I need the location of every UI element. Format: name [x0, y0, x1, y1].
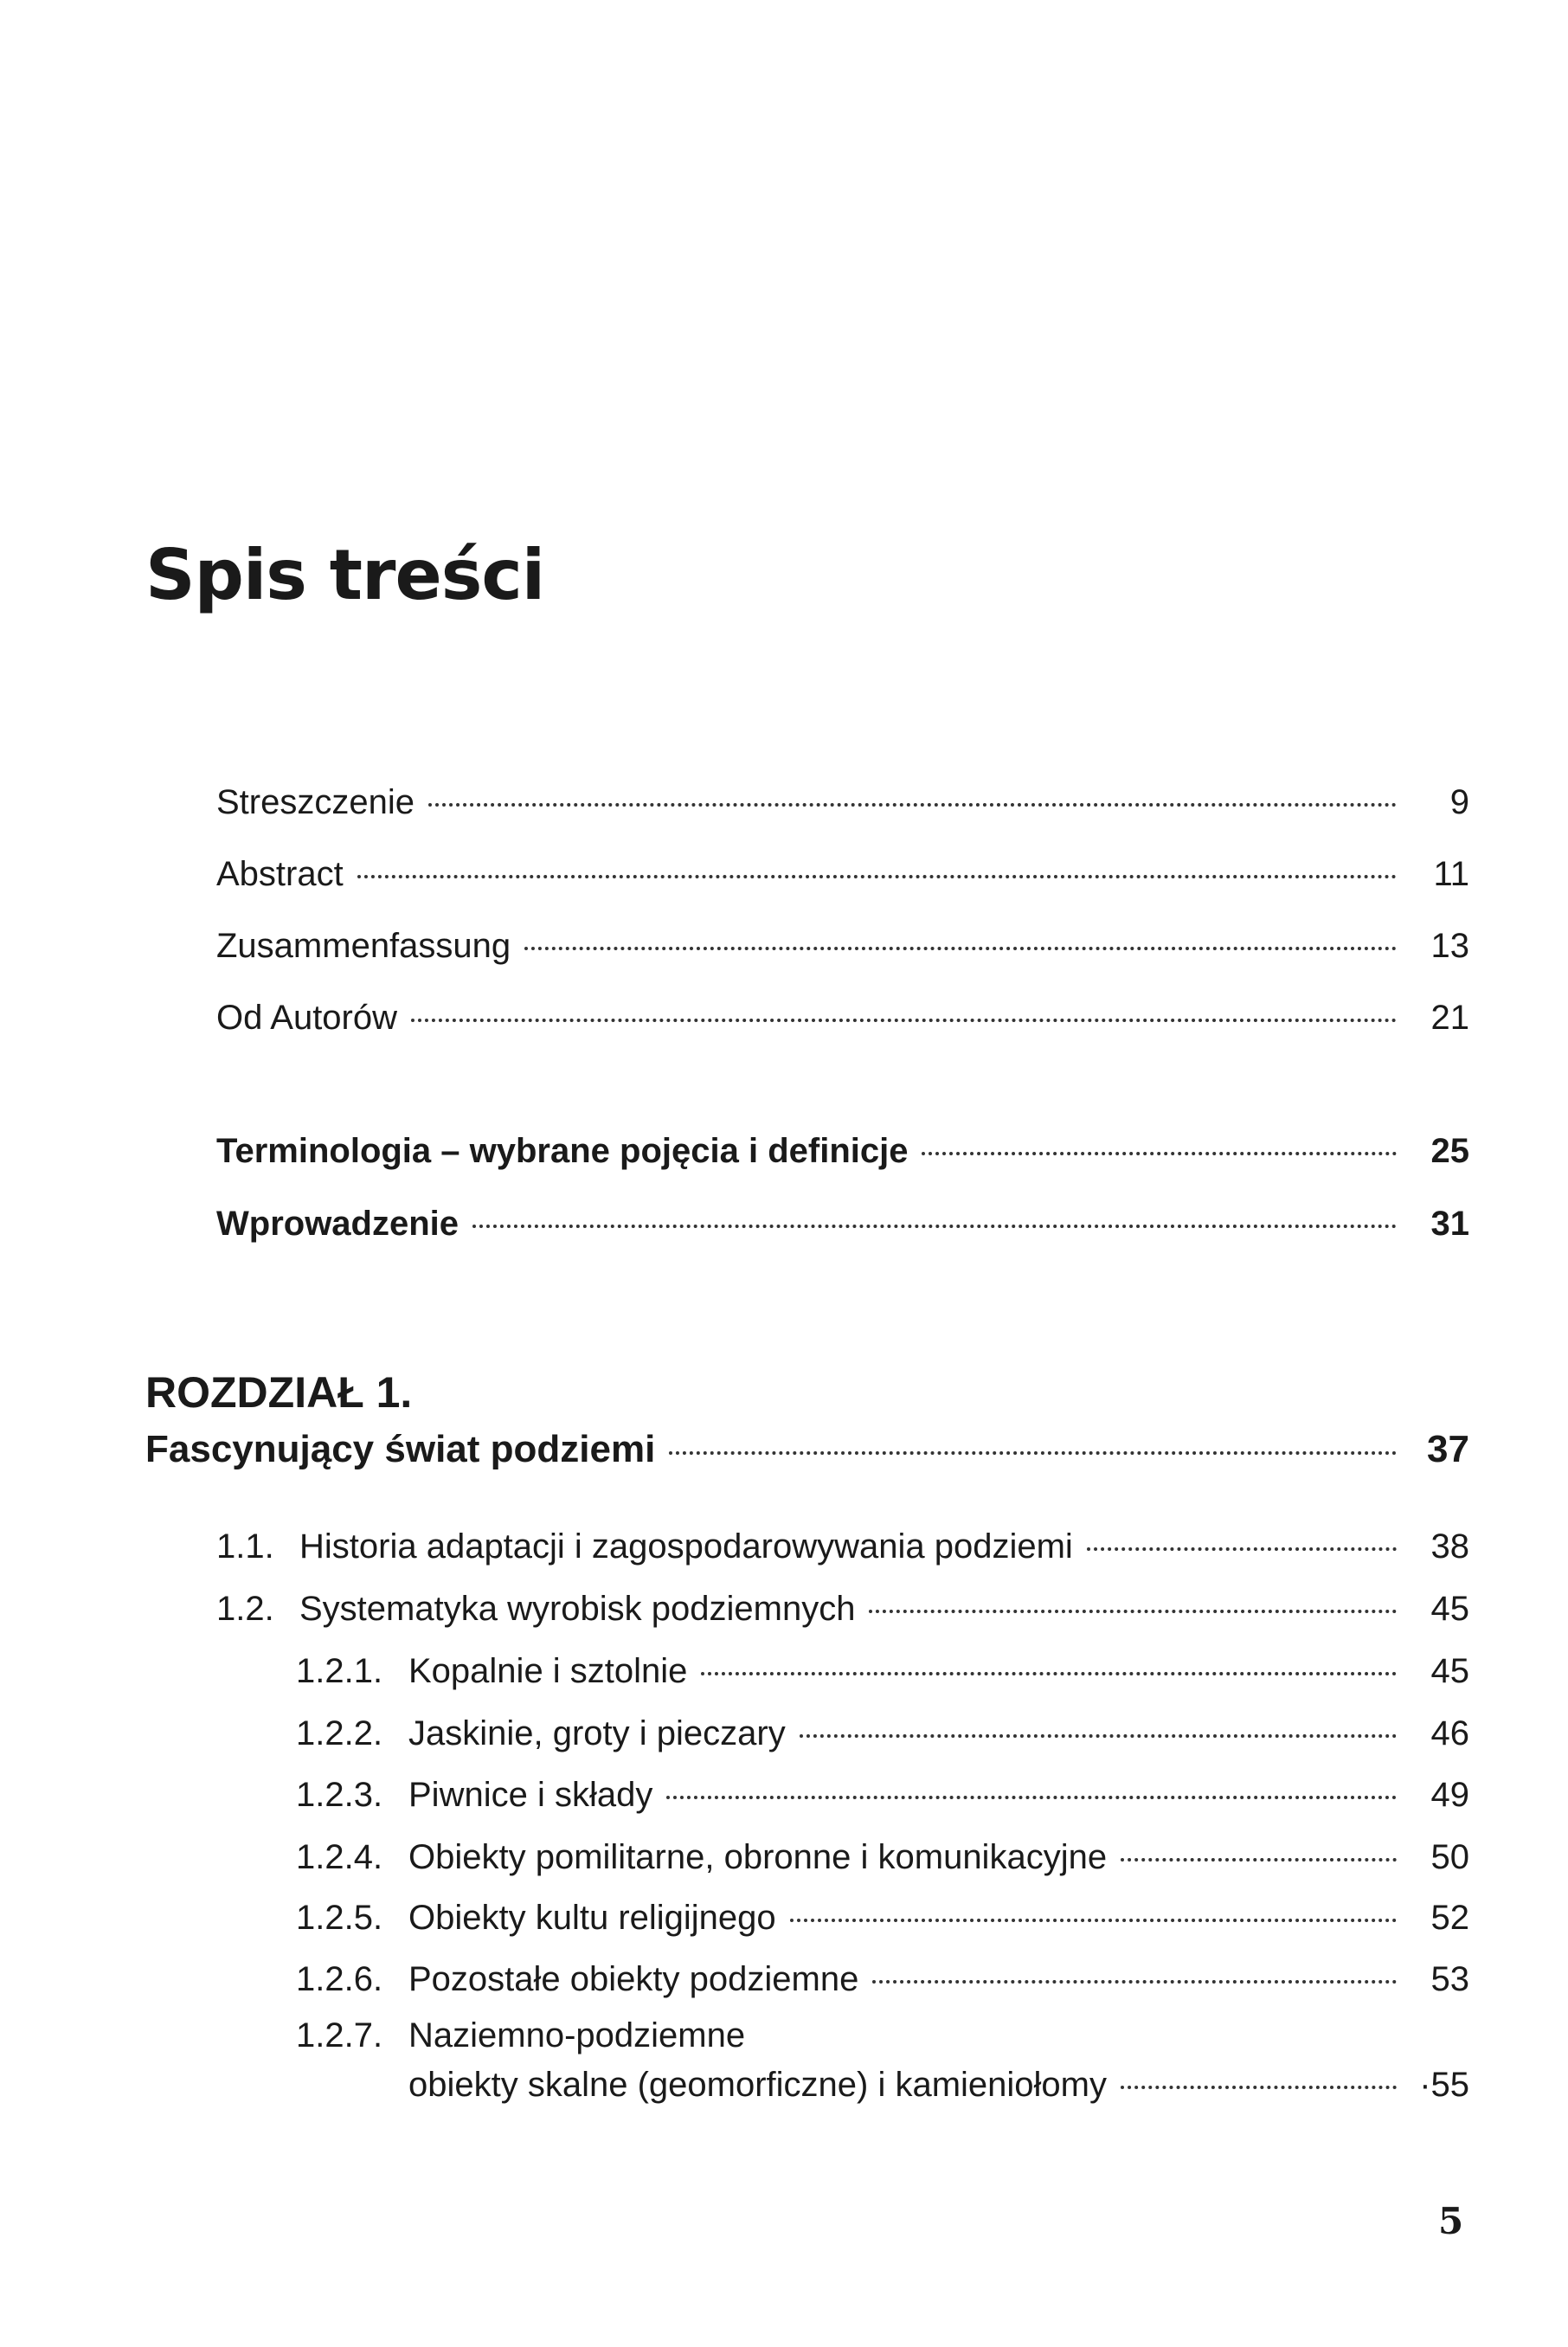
subsection-number: 1.2.2. [296, 1714, 383, 1752]
subsection-page: ·55 [1419, 2066, 1469, 2104]
subsection-page: 52 [1430, 1899, 1469, 1937]
toc-entry-label: Zusammenfassung [216, 927, 511, 965]
dot-leader [701, 1672, 1397, 1675]
dot-leader [666, 1796, 1397, 1799]
subsection-label: Kopalnie i sztolnie [408, 1652, 688, 1690]
subsection-number: 1.2.5. [296, 1899, 383, 1937]
toc-entry[interactable] [216, 927, 1469, 966]
dot-leader [869, 1610, 1397, 1613]
section-number: 1.2. [216, 1590, 274, 1628]
subsection-label-line2: obiekty skalne (geomorficzne) i kamieniołomy [408, 2066, 1107, 2104]
toc-entry-label: Streszczenie [216, 783, 414, 821]
chapter-entry[interactable] [145, 1428, 1469, 1471]
dot-leader [1121, 2086, 1397, 2089]
toc-entry-page: 13 [1430, 927, 1469, 965]
section-page: 45 [1430, 1590, 1469, 1628]
subsection-label: Obiekty pomilitarne, obronne i komunikacyjne [408, 1838, 1108, 1876]
subsection-page: 45 [1430, 1652, 1469, 1690]
subsection-label: Piwnice i składy [408, 1776, 653, 1814]
subsection-entry[interactable] [296, 1714, 1469, 1753]
toc-entry-label: Abstract [216, 855, 344, 893]
subsection-entry-second-line[interactable] [408, 2066, 1469, 2105]
toc-entry[interactable] [216, 783, 1469, 822]
toc-entry[interactable] [216, 855, 1469, 894]
subsection-label-line1: Naziemno-podziemne [408, 2016, 746, 2054]
subsection-number: 1.2.4. [296, 1838, 383, 1876]
dot-leader [357, 875, 1397, 878]
subsection-number: 1.2.1. [296, 1652, 383, 1690]
subsection-page: 49 [1430, 1776, 1469, 1814]
page-number: 5 [1438, 2200, 1464, 2242]
toc-entry-bold[interactable] [216, 1132, 1469, 1171]
chapter-heading: ROZDZIAŁ 1. [145, 1368, 413, 1417]
chapter-title: Fascynujący świat podziemi [145, 1428, 656, 1470]
subsection-label: Pozostałe obiekty podziemne [408, 1960, 859, 1998]
dot-leader [790, 1919, 1397, 1922]
section-entry[interactable] [216, 1590, 1469, 1629]
dot-leader [922, 1152, 1397, 1155]
page-title: Spis treści [145, 535, 545, 615]
toc-entry[interactable] [216, 999, 1469, 1038]
section-label: Systematyka wyrobisk podziemnych [299, 1590, 856, 1628]
subsection-entry[interactable] [296, 1838, 1469, 1877]
dot-leader [524, 947, 1397, 950]
toc-entry-label: Terminologia – wybrane pojęcia i definicje [216, 1132, 909, 1170]
toc-entry-bold[interactable] [216, 1205, 1469, 1244]
subsection-label: Jaskinie, groty i pieczary [408, 1714, 786, 1752]
toc-entry-page: 25 [1430, 1132, 1469, 1170]
subsection-entry-first-line[interactable] [296, 2016, 1469, 2055]
toc-entry-label: Od Autorów [216, 999, 398, 1037]
toc-entry-page: 9 [1449, 783, 1469, 821]
subsection-entry[interactable] [296, 1960, 1469, 1999]
toc-entry-page: 21 [1430, 999, 1469, 1037]
toc-entry-label: Wprowadzenie [216, 1205, 459, 1243]
subsection-number: 1.2.3. [296, 1776, 383, 1814]
dot-leader [428, 803, 1397, 807]
dot-leader [1087, 1547, 1397, 1551]
subsection-label: Obiekty kultu religijnego [408, 1899, 776, 1937]
subsection-page: 50 [1430, 1838, 1469, 1876]
toc-entry-page: 31 [1430, 1205, 1469, 1243]
toc-entry-page: 11 [1433, 855, 1469, 893]
dot-leader [669, 1451, 1397, 1455]
chapter-page: 37 [1427, 1428, 1469, 1470]
subsection-entry[interactable] [296, 1899, 1469, 1938]
subsection-entry[interactable] [296, 1652, 1469, 1691]
section-number: 1.1. [216, 1527, 274, 1566]
subsection-entry[interactable] [296, 1776, 1469, 1815]
section-entry[interactable] [216, 1527, 1469, 1566]
dot-leader [1121, 1858, 1397, 1862]
subsection-number: 1.2.7. [296, 2016, 383, 2054]
dot-leader [472, 1225, 1397, 1228]
subsection-page: 46 [1430, 1714, 1469, 1752]
dot-leader [800, 1734, 1397, 1738]
subsection-number: 1.2.6. [296, 1960, 383, 1998]
section-label: Historia adaptacji i zagospodarowywania podziemi [299, 1527, 1073, 1566]
dot-leader [872, 1980, 1397, 1984]
dot-leader [411, 1019, 1397, 1022]
section-page: 38 [1430, 1527, 1469, 1566]
subsection-page: 53 [1430, 1960, 1469, 1998]
